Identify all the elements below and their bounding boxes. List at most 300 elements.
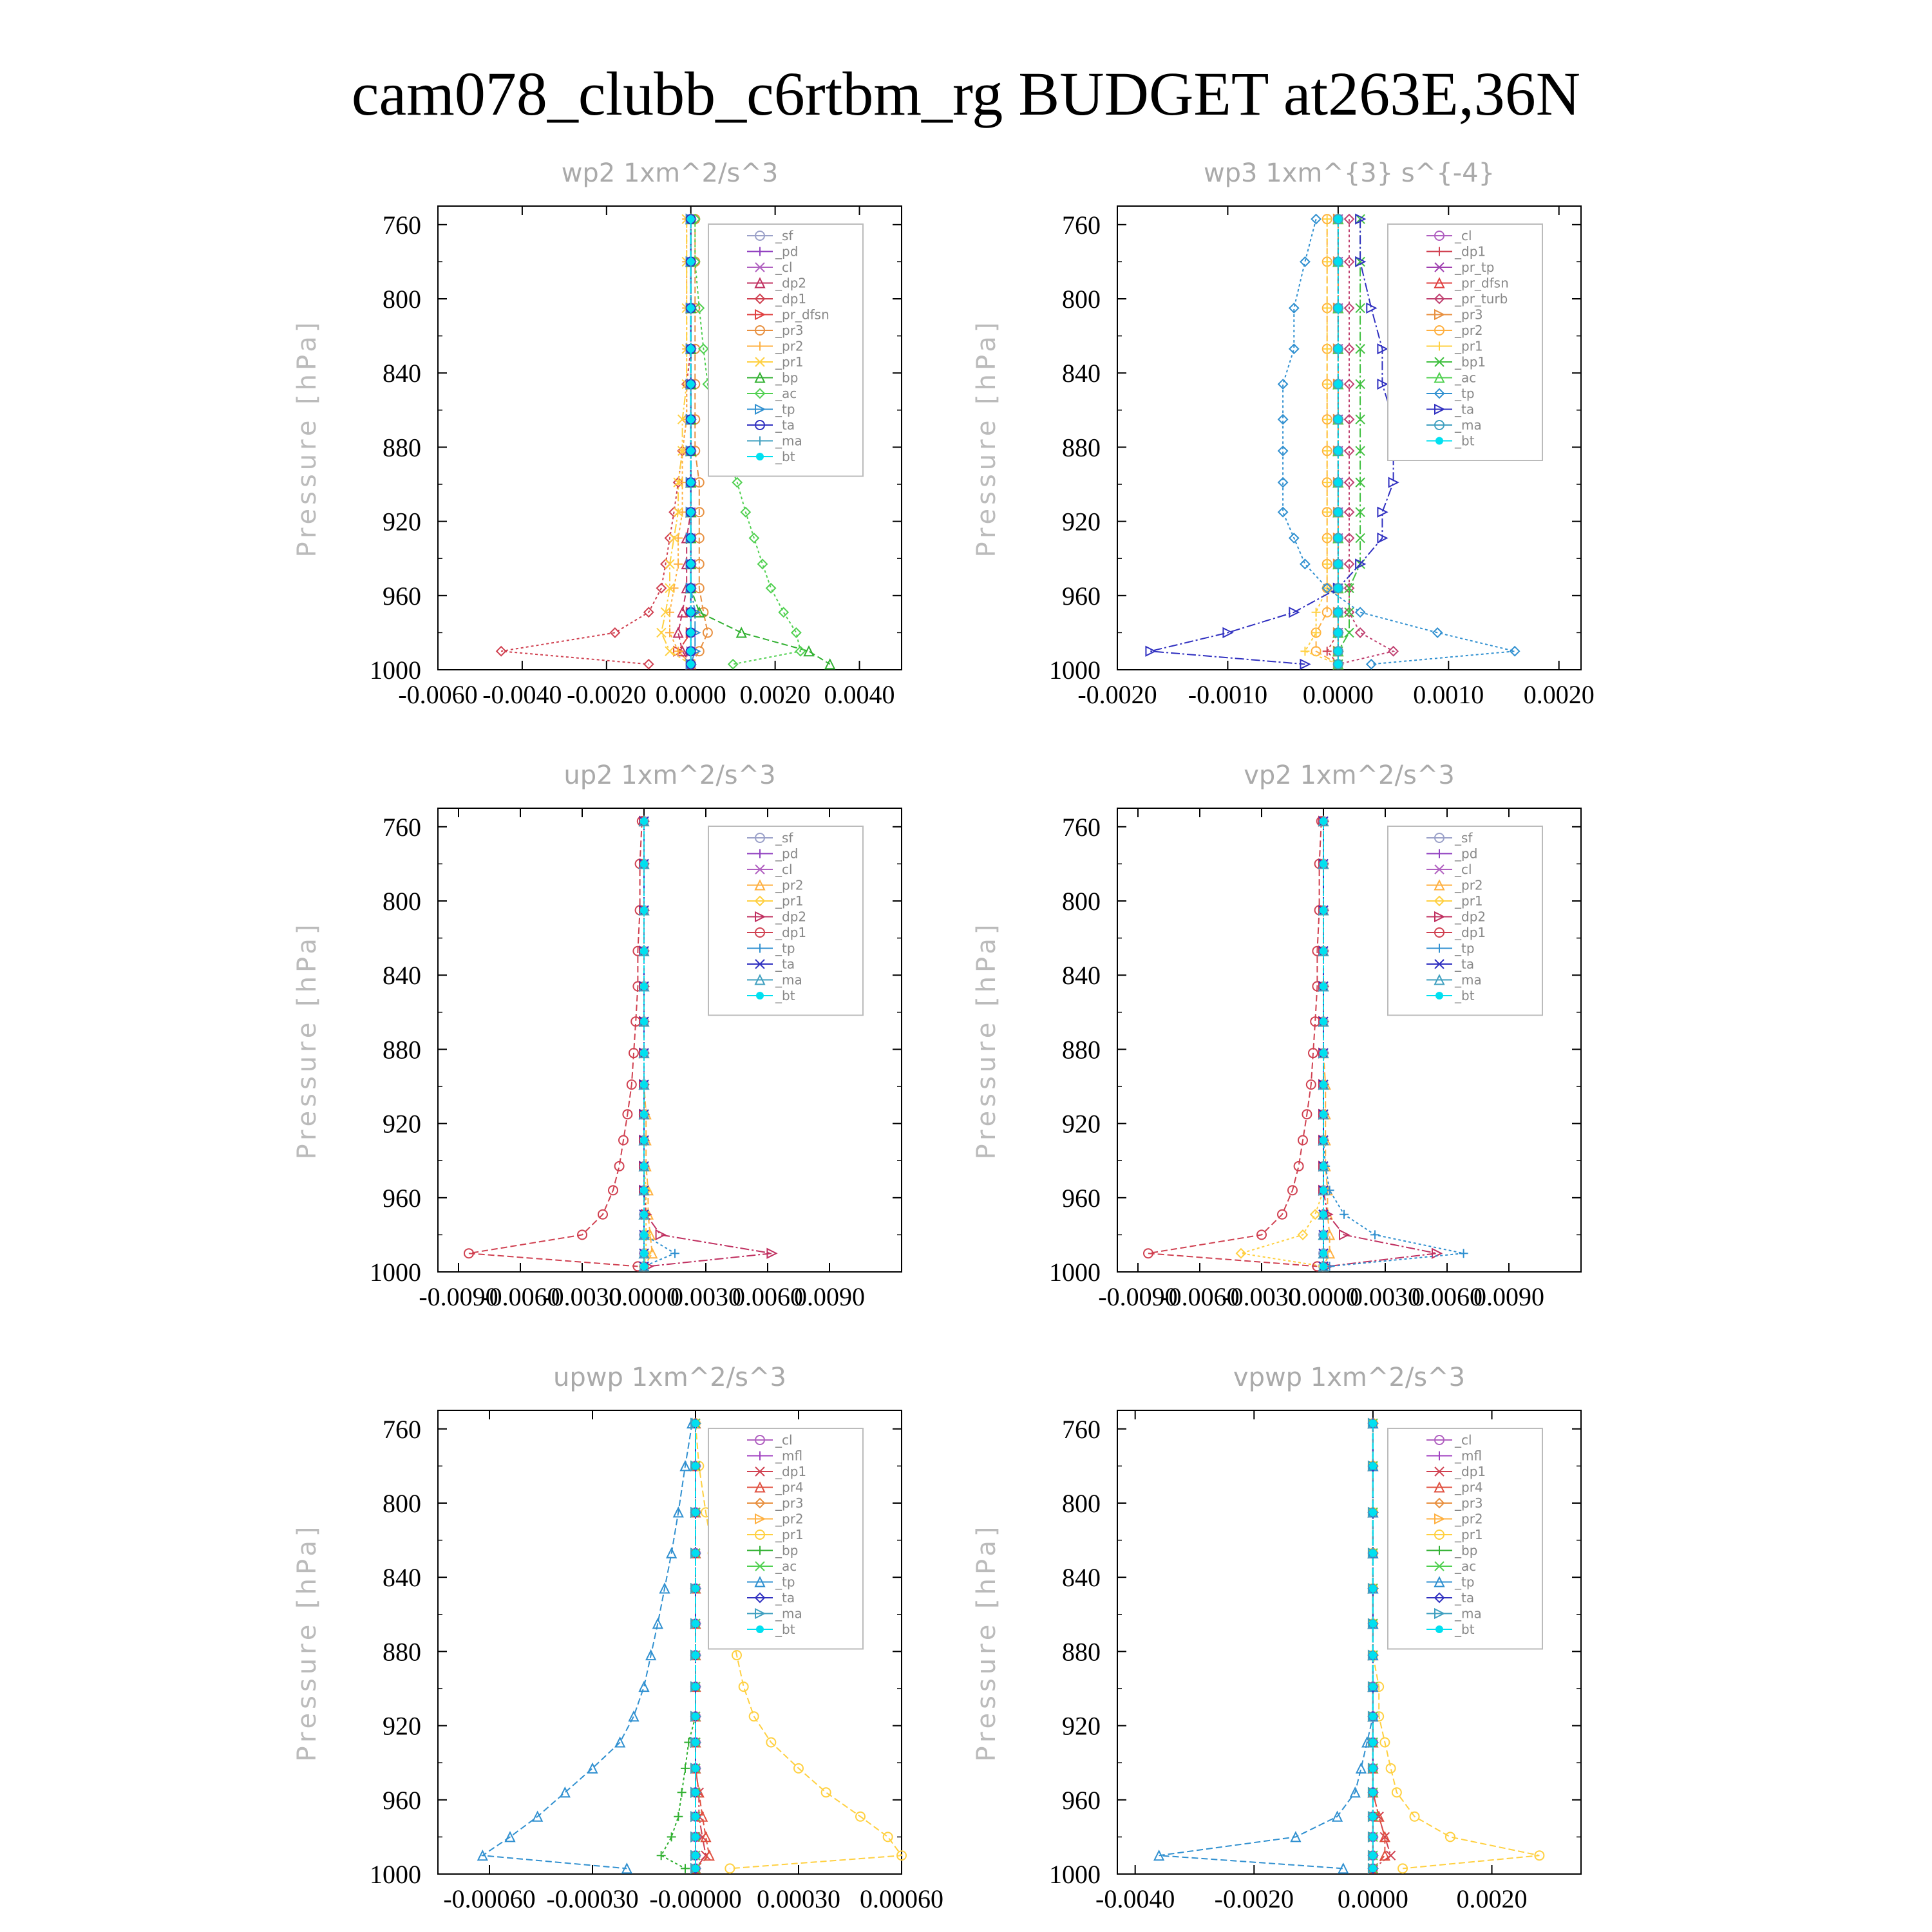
legend-entry: _sf: [775, 830, 793, 846]
y-tick-label: 880: [383, 1637, 421, 1667]
data-point-bt: [640, 1018, 648, 1025]
data-point-bt: [692, 1620, 699, 1627]
legend-entry: _mfl: [1455, 1448, 1482, 1464]
data-point-bt: [692, 1813, 699, 1821]
data-point-bt: [1369, 1419, 1377, 1427]
legend-entry: _bt: [1455, 433, 1475, 449]
panel-title: wp3 1xm^{3} s^{-4}: [1203, 158, 1495, 188]
legend-entry: _cl: [775, 1432, 793, 1448]
y-tick-label: 840: [1062, 359, 1101, 388]
legend-entry: _pr1: [775, 893, 804, 909]
data-point-tp: [1312, 214, 1321, 223]
legend-entry: _pd: [775, 846, 799, 862]
data-point-bp: [681, 1764, 690, 1773]
legend-entry: _pr_tp: [1455, 260, 1495, 275]
data-point-bt: [1369, 1739, 1377, 1747]
x-tick-label: 0.0040: [824, 680, 895, 709]
data-point-bt: [687, 508, 695, 516]
legend-entry: _pr1: [1455, 1527, 1483, 1542]
data-point-bt: [687, 647, 695, 655]
data-point-bt: [640, 982, 648, 990]
y-tick-label: 920: [383, 1711, 421, 1741]
legend-entry: _tp: [1455, 1574, 1475, 1590]
y-tick-label: 880: [383, 433, 421, 462]
data-point-pr1: [822, 1788, 831, 1797]
data-point-bt: [1320, 1262, 1327, 1270]
data-point-tp: [670, 1249, 679, 1258]
legend-entry: _pr2: [775, 1511, 804, 1527]
x-tick-label: -0.0090: [419, 1282, 498, 1311]
data-point-bt: [1320, 1211, 1327, 1218]
data-point-pr1: [1312, 608, 1321, 617]
data-point-tp: [1356, 608, 1365, 617]
legend-entry: _pr1: [775, 1527, 804, 1542]
data-point-bt: [687, 478, 695, 486]
legend-entry: _pr_dfsn: [775, 307, 829, 323]
legend-entry: _pr1: [1455, 338, 1483, 354]
x-tick-label: -0.0040: [1095, 1884, 1175, 1913]
data-point-bt: [1334, 647, 1342, 655]
legend-entry: _pr_dfsn: [1455, 275, 1509, 291]
data-point-pr2: [678, 507, 687, 516]
y-tick-label: 1000: [370, 656, 421, 685]
legend-entry: _bt: [1455, 1622, 1475, 1637]
legend-marker: [1435, 437, 1443, 445]
data-point-bt: [1320, 817, 1327, 825]
data-point-bp: [681, 1864, 690, 1873]
legend-entry: _pr3: [775, 1495, 804, 1511]
y-tick-label: 1000: [1049, 1258, 1101, 1287]
legend-entry: _pr2: [775, 338, 804, 354]
legend-entry: _mfl: [775, 1448, 803, 1464]
x-tick-label: 0.0020: [1523, 680, 1595, 709]
x-tick-label: 0.0000: [1302, 680, 1374, 709]
y-tick-label: 880: [1062, 1637, 1101, 1667]
legend-entry: _pr3: [775, 323, 804, 338]
data-point-pr1: [739, 1682, 748, 1691]
data-point-bt: [692, 1508, 699, 1516]
x-tick-label: -0.00000: [649, 1884, 742, 1913]
y-tick-label: 840: [383, 359, 421, 388]
data-point-dp2: [678, 608, 687, 617]
y-tick-label: 880: [1062, 1035, 1101, 1065]
data-point-bt: [1369, 1765, 1377, 1772]
legend-entry: _ma: [1455, 972, 1482, 988]
data-point-tp: [1370, 1230, 1379, 1239]
x-tick-label: 0.0030: [1350, 1282, 1421, 1311]
data-point-bt: [1334, 345, 1342, 353]
data-point-pr_turb: [1345, 214, 1354, 223]
y-tick-label: 880: [383, 1035, 421, 1065]
legend-entry: _bt: [775, 1622, 795, 1637]
data-point-pr2: [674, 534, 683, 543]
data-point-bt: [687, 584, 695, 592]
y-tick-label: 840: [383, 1563, 421, 1593]
series-line-pr2: [1323, 821, 1330, 1266]
main-title: cam078_clubb_c6rtbm_rg BUDGET at263E,36N: [351, 59, 1581, 128]
data-point-pr2: [670, 583, 679, 592]
chart-panel-6: [972, 1363, 1581, 1913]
data-point-bt: [1369, 1462, 1377, 1470]
data-point-bt: [692, 1788, 699, 1796]
data-point-bp: [667, 1832, 676, 1841]
y-tick-label: 960: [383, 1183, 421, 1213]
x-tick-label: -0.0020: [1077, 680, 1157, 709]
data-point-bt: [687, 345, 695, 353]
data-point-tp: [1300, 560, 1309, 569]
x-tick-label: 0.0090: [1473, 1282, 1544, 1311]
series-line-dp1: [1148, 821, 1321, 1266]
data-point-bt: [1334, 304, 1342, 312]
y-tick-label: 1000: [1049, 656, 1101, 685]
x-tick-label: 0.0020: [739, 680, 811, 709]
series-line-pr4: [696, 1423, 709, 1868]
data-point-bt: [1334, 584, 1342, 592]
legend-entry: _bt: [775, 449, 795, 464]
legend-entry: _ac: [1455, 1558, 1477, 1574]
y-tick-label: 760: [383, 812, 421, 842]
data-point-bt: [1334, 478, 1342, 486]
legend-entry: _pr2: [1455, 323, 1483, 338]
data-point-bt: [1369, 1683, 1377, 1690]
legend-entry: _cl: [775, 260, 793, 275]
legend-entry: _dp1: [775, 291, 807, 307]
data-point-dp2: [674, 628, 683, 637]
series-line-dp2: [678, 219, 691, 664]
chart-panel-5: [292, 1363, 943, 1913]
x-tick-label: -0.0030: [1222, 1282, 1302, 1311]
data-point-bt: [687, 447, 695, 455]
data-point-pr1: [657, 628, 666, 637]
data-point-tp: [1340, 1210, 1349, 1219]
legend-entry: _ma: [775, 1605, 802, 1622]
x-tick-label: 0.0010: [1413, 680, 1484, 709]
data-point-bt: [640, 906, 648, 914]
legend: [1388, 224, 1542, 460]
legend-entry: _pr2: [1455, 877, 1483, 893]
data-point-bt: [687, 304, 695, 312]
data-point-bt: [687, 258, 695, 265]
y-tick-label: 800: [1062, 285, 1101, 314]
x-tick-label: 0.0060: [732, 1282, 803, 1311]
legend-entry: _ta: [1455, 956, 1475, 972]
legend-entry: _pd: [1455, 846, 1478, 862]
data-point-tp: [629, 1712, 638, 1721]
data-point-bt: [640, 1186, 648, 1194]
data-point-pr1: [1446, 1832, 1455, 1841]
data-point-bt: [640, 1162, 648, 1170]
y-tick-label: 760: [1062, 812, 1101, 842]
data-point-bt: [1369, 1712, 1377, 1720]
data-point-bt: [640, 1049, 648, 1057]
x-tick-label: 0.00030: [757, 1884, 840, 1913]
legend-entry: _dp2: [1455, 909, 1486, 925]
data-point-bt: [1320, 860, 1327, 867]
legend-marker: [1435, 992, 1443, 999]
data-point-bt: [640, 1249, 648, 1257]
data-point-pr1: [884, 1832, 893, 1841]
legend: [1388, 1428, 1542, 1649]
series-line-pr1: [1241, 821, 1323, 1266]
data-point-bt: [640, 947, 648, 955]
y-tick-label: 920: [1062, 1109, 1101, 1139]
legend-entry: _pr4: [1455, 1479, 1483, 1495]
data-point-bt: [1334, 447, 1342, 455]
y-tick-label: 760: [1062, 210, 1101, 240]
series-line-dp1: [469, 821, 642, 1266]
series-line-dp1: [1327, 219, 1338, 664]
data-point-pr2: [665, 628, 674, 637]
legend-entry: _tp: [775, 401, 795, 417]
x-tick-label: -0.0040: [482, 680, 562, 709]
series-line-tp: [1159, 1423, 1373, 1868]
y-tick-label: 800: [383, 887, 421, 916]
y-tick-label: 840: [1062, 1563, 1101, 1593]
data-point-bt: [1334, 609, 1342, 616]
data-point-bt: [692, 1419, 699, 1427]
data-point-ac: [766, 583, 775, 592]
legend-entry: _dp1: [775, 925, 807, 940]
legend-entry: _ac: [1455, 370, 1477, 386]
legend-entry: _pr2: [1455, 1511, 1483, 1527]
legend-entry: _tp: [1455, 940, 1475, 956]
legend-entry: _ma: [775, 972, 802, 988]
legend-entry: _ta: [775, 1590, 795, 1605]
legend-entry: _bp: [775, 370, 799, 386]
x-tick-label: -0.00030: [546, 1884, 639, 1913]
legend-entry: _dp1: [1455, 243, 1486, 260]
y-axis-label: Pressure [hPa]: [292, 920, 322, 1160]
y-tick-label: 920: [1062, 1711, 1101, 1741]
legend-entry: _bp: [1455, 1542, 1478, 1558]
data-point-bt: [640, 860, 648, 867]
data-point-bt: [692, 1852, 699, 1859]
chart-panel-4: [972, 761, 1581, 1311]
x-tick-label: 0.0060: [1412, 1282, 1482, 1311]
data-point-bt: [640, 1262, 648, 1270]
x-tick-label: 0.0020: [1456, 1884, 1528, 1913]
x-tick-label: -0.0060: [398, 680, 478, 709]
data-point-bt: [1320, 1081, 1327, 1088]
data-point-dp1: [611, 628, 620, 637]
data-point-bt: [1320, 1231, 1327, 1238]
data-point-bt: [1369, 1549, 1377, 1557]
legend-entry: _ma: [775, 433, 802, 449]
legend-entry: _pr3: [1455, 1495, 1483, 1511]
x-tick-label: -0.0010: [1188, 680, 1268, 709]
legend-entry: _ta: [1455, 401, 1475, 417]
series-line-dp1: [501, 219, 690, 664]
panel-title: vp2 1xm^2/s^3: [1244, 761, 1455, 790]
data-point-bt: [692, 1683, 699, 1690]
y-tick-label: 1000: [370, 1860, 421, 1889]
data-point-bp1: [1345, 628, 1354, 637]
legend-entry: _pr3: [1455, 307, 1483, 323]
legend-entry: _pr2: [775, 877, 804, 893]
data-point-bt: [640, 1231, 648, 1238]
data-point-bt: [1320, 982, 1327, 990]
legend-marker: [756, 1625, 764, 1633]
data-point-bt: [1320, 906, 1327, 914]
data-point-bt: [1334, 415, 1342, 423]
data-point-bt: [1334, 258, 1342, 265]
x-tick-label: 0.00060: [860, 1884, 943, 1913]
data-point-bt: [692, 1584, 699, 1592]
legend-entry: _ma: [1455, 417, 1482, 433]
y-tick-label: 880: [1062, 433, 1101, 462]
panel-title: vpwp 1xm^2/s^3: [1233, 1363, 1466, 1392]
x-tick-label: 0.0000: [1337, 1884, 1408, 1913]
data-point-bt: [1369, 1788, 1377, 1796]
data-point-pr_turb: [1356, 628, 1365, 637]
data-point-ta: [1367, 303, 1376, 312]
data-point-bp: [657, 1851, 666, 1860]
series-line-bp: [661, 1423, 696, 1868]
x-tick-label: -0.0020: [567, 680, 647, 709]
y-tick-label: 920: [1062, 507, 1101, 536]
data-point-bt: [687, 660, 695, 668]
data-point-tp: [1356, 1764, 1365, 1773]
x-tick-label: -0.0020: [1214, 1884, 1294, 1913]
data-point-bt: [640, 1211, 648, 1218]
data-point-bt: [687, 560, 695, 568]
data-point-ac: [779, 608, 788, 617]
legend-entry: _cl: [1455, 862, 1472, 877]
y-tick-label: 960: [1062, 1183, 1101, 1213]
data-point-bt: [1369, 1508, 1377, 1516]
legend-entry: _pr1: [775, 354, 804, 370]
data-point-bt: [1369, 1813, 1377, 1821]
data-point-bt: [687, 535, 695, 542]
data-point-bt: [692, 1833, 699, 1841]
legend-entry: _pr4: [775, 1479, 804, 1495]
data-point-bt: [1334, 629, 1342, 636]
data-point-bt: [1320, 1110, 1327, 1118]
y-tick-label: 800: [383, 1489, 421, 1518]
x-tick-label: -0.0060: [1160, 1282, 1240, 1311]
data-point-bt: [692, 1549, 699, 1557]
series-line-ta: [1150, 219, 1393, 664]
data-point-bt: [1334, 660, 1342, 668]
x-tick-label: 0.0000: [1288, 1282, 1359, 1311]
legend-entry: _pr_turb: [1455, 291, 1508, 307]
data-point-bt: [687, 415, 695, 423]
legend-marker: [756, 453, 764, 460]
data-point-bt: [687, 629, 695, 636]
legend-marker: [756, 992, 764, 999]
y-tick-label: 1000: [1049, 1860, 1101, 1889]
y-tick-label: 840: [383, 961, 421, 990]
legend-entry: _dp2: [775, 275, 807, 291]
legend-entry: _dp1: [1455, 925, 1486, 940]
panel-title: upwp 1xm^2/s^3: [553, 1363, 786, 1392]
legend-entry: _tp: [775, 1574, 795, 1590]
y-tick-label: 800: [383, 285, 421, 314]
legend-entry: _sf: [1455, 830, 1473, 846]
data-point-bt: [640, 1081, 648, 1088]
data-point-bt: [1369, 1620, 1377, 1627]
data-point-bt: [692, 1864, 699, 1872]
data-point-ac: [791, 628, 800, 637]
y-tick-label: 960: [383, 581, 421, 611]
y-tick-label: 920: [383, 507, 421, 536]
y-axis-label: Pressure [hPa]: [292, 318, 322, 558]
data-point-tp: [1510, 647, 1519, 656]
data-point-bt: [1369, 1852, 1377, 1859]
legend-entry: _ac: [775, 386, 797, 401]
data-point-tp: [1300, 257, 1309, 266]
data-point-bt: [1320, 1162, 1327, 1170]
data-point-bt: [1320, 1186, 1327, 1194]
legend-entry: _cl: [1455, 228, 1472, 243]
legend-entry: _ac: [775, 1558, 797, 1574]
chart-panel-3: [292, 761, 902, 1311]
chart-panel-2: [972, 158, 1595, 709]
data-point-bt: [640, 817, 648, 825]
legend-entry: _dp2: [775, 909, 807, 925]
series-line-pr1: [661, 219, 691, 664]
y-axis-label: Pressure [hPa]: [972, 920, 1001, 1160]
data-point-bp: [826, 659, 835, 668]
legend: [708, 224, 863, 477]
data-point-tp: [1459, 1249, 1468, 1258]
legend-entry: _ta: [775, 417, 795, 433]
data-point-bt: [692, 1765, 699, 1772]
y-tick-label: 920: [383, 1109, 421, 1139]
panel-title: wp2 1xm^2/s^3: [561, 158, 779, 188]
legend-entry: _pr1: [1455, 893, 1483, 909]
series-line-pr4: [1373, 1423, 1385, 1868]
data-point-bt: [1334, 508, 1342, 516]
data-point-bt: [1320, 1049, 1327, 1057]
data-point-bt: [1320, 1018, 1327, 1025]
data-point-tp: [1278, 379, 1287, 388]
x-tick-label: -0.0030: [542, 1282, 622, 1311]
legend-entry: _ta: [775, 956, 795, 972]
data-point-bt: [640, 1110, 648, 1118]
series-line-pr3: [691, 219, 708, 664]
y-axis-label: Pressure [hPa]: [972, 318, 1001, 558]
data-point-pr1: [1300, 647, 1309, 656]
legend-entry: _bt: [1455, 988, 1475, 1003]
legend-entry: _dp1: [775, 1464, 807, 1479]
legend-entry: _tp: [775, 940, 795, 956]
data-point-pr2: [674, 560, 683, 569]
legend-entry: _cl: [1455, 1432, 1472, 1448]
y-tick-label: 960: [1062, 1785, 1101, 1815]
legend-entry: _sf: [775, 228, 793, 243]
x-tick-label: 0.0000: [655, 680, 726, 709]
series-line-pr2: [670, 219, 691, 664]
legend-entry: _bp1: [1455, 354, 1486, 370]
data-point-bt: [1369, 1833, 1377, 1841]
data-point-bp: [674, 1812, 683, 1821]
y-tick-label: 960: [1062, 581, 1101, 611]
y-tick-label: 760: [1062, 1414, 1101, 1444]
data-point-bt: [687, 380, 695, 388]
legend-marker: [1435, 1625, 1443, 1633]
legend-entry: _tp: [1455, 386, 1475, 401]
y-tick-label: 800: [1062, 1489, 1101, 1518]
data-point-tp: [639, 1682, 649, 1691]
legend-entry: _dp1: [1455, 1464, 1486, 1479]
legend: [708, 1428, 863, 1649]
y-tick-label: 760: [383, 1414, 421, 1444]
y-tick-label: 800: [1062, 887, 1101, 916]
legend-entry: _bp: [775, 1542, 799, 1558]
data-point-bp: [677, 1788, 687, 1797]
data-point-bt: [1334, 560, 1342, 568]
